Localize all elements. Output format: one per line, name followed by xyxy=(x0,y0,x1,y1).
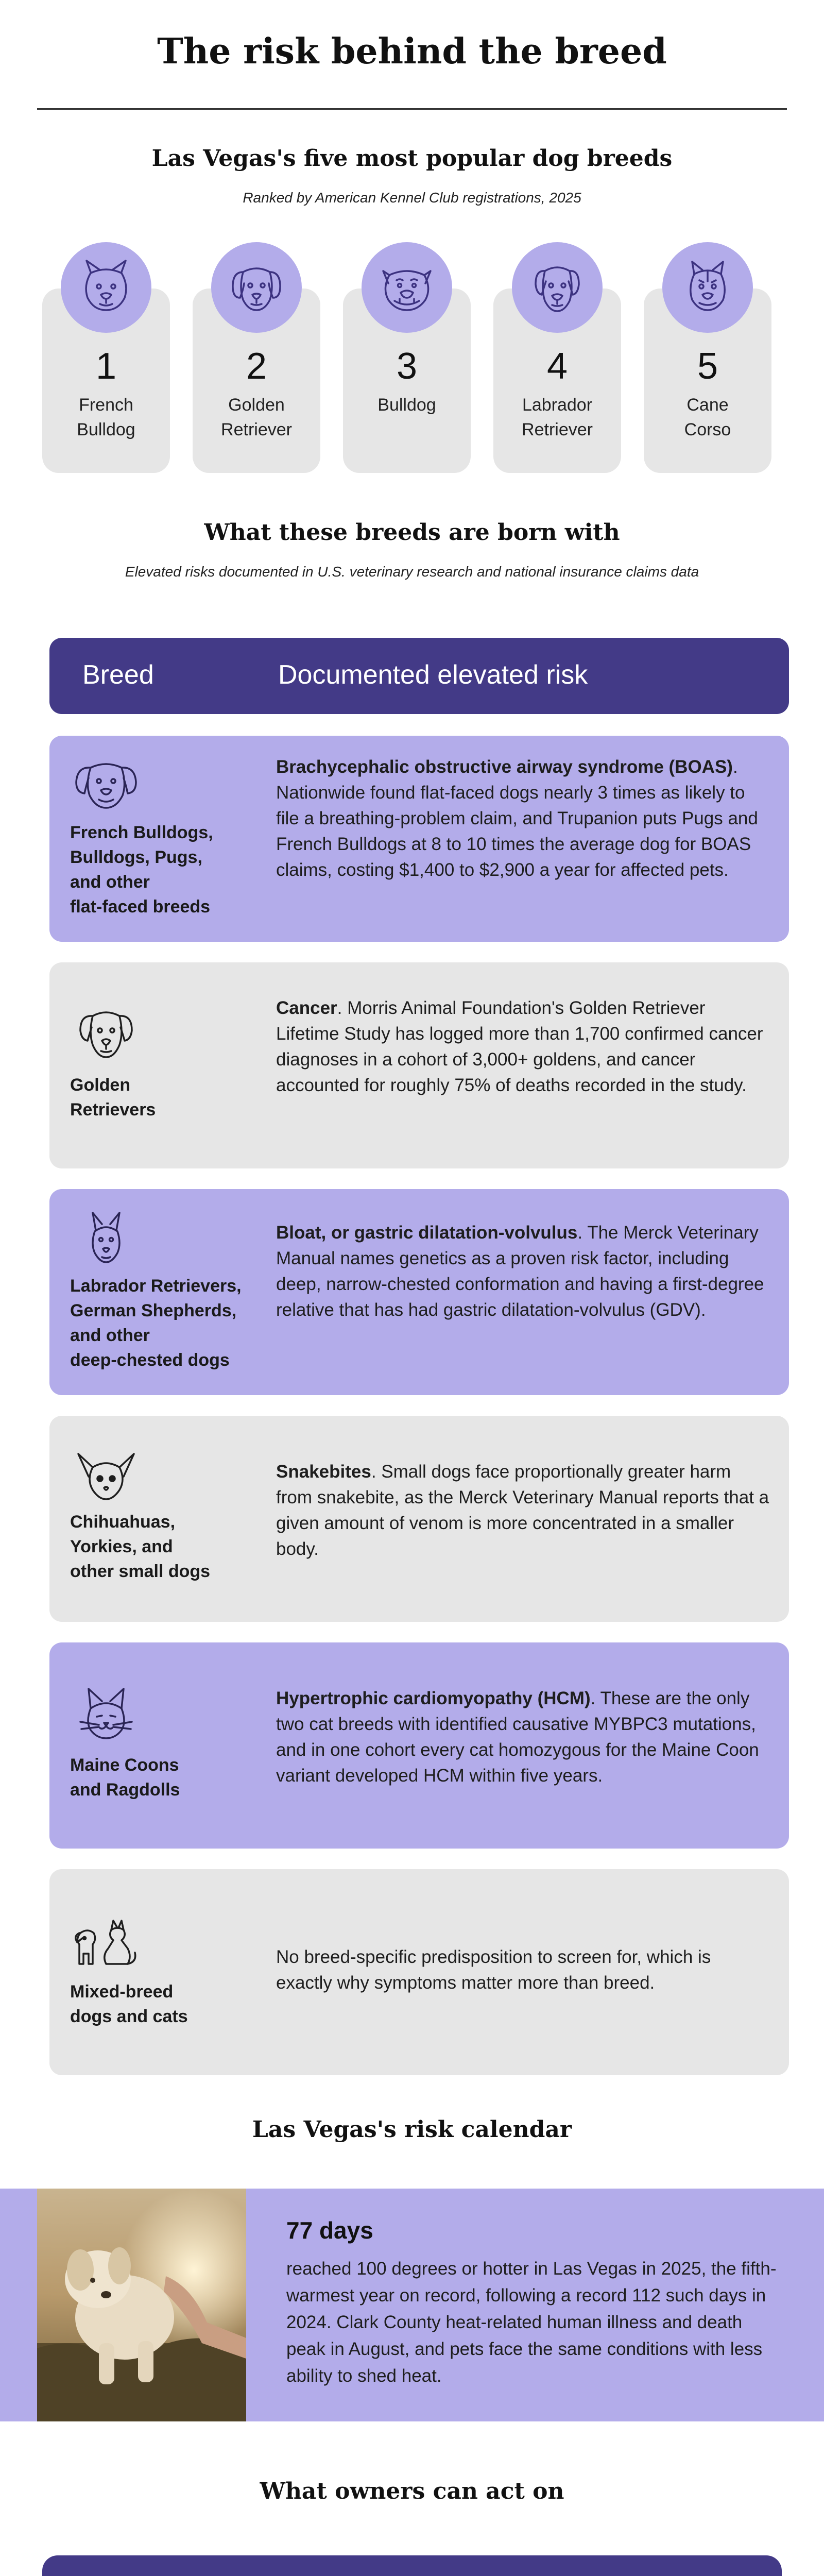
risk-breed-label: Mixed-breed dogs and cats xyxy=(70,1982,188,2026)
breed-rank: 5 xyxy=(697,346,718,387)
breed-rank: 4 xyxy=(546,346,568,387)
risk-breed-label: Golden Retrievers xyxy=(70,1075,156,1120)
cat-icon xyxy=(70,1686,142,1742)
breed-name: Bulldog xyxy=(377,395,436,415)
puppy-photo xyxy=(37,2189,246,2421)
action-callout xyxy=(42,2555,782,2576)
risk-description: Cancer. Morris Animal Foundation's Golden Retriever Lifetime Study has logged more than 1,700 confirmed cancer diagnoses in a cohort of 3,000+ goldens, and cancer accounted for roughly 75% of deaths recorded in the study. xyxy=(276,998,763,1095)
risk-table-header xyxy=(49,638,789,714)
risk-name: Hypertrophic cardiomyopathy (HCM) xyxy=(276,1688,591,1708)
breed-rank: 2 xyxy=(246,346,267,387)
risk-description: No breed-specific predisposition to screen for, which is exactly why symptoms matter more than breed. xyxy=(276,1947,711,1993)
risk-description: Bloat, or gastric dilatation-volvulus. The Merck Veterinary Manual names genetics as a proven risk factor, including deep, narrow-chested conformation and having a first-degree relative that has had gastric dilatation-volvulus (GDV). xyxy=(276,1223,764,1320)
labrador-icon xyxy=(512,242,603,333)
risks-title: What these breeds are born with xyxy=(204,519,620,546)
breed-rank: 3 xyxy=(396,346,418,387)
golden-retriever-icon xyxy=(211,242,302,333)
risk-row xyxy=(49,1869,789,2075)
risk-description: Brachycephalic obstructive airway syndrome (BOAS). Nationwide found flat-faced dogs nearly 3 times as likely to file a breathing-problem claim, and Trupanion puts Pugs and French Bulldogs at 8 to 10 times the average dog for BOAS claims, costing $1,400 to $2,900 a year for affected pets. xyxy=(276,757,758,880)
risk-row xyxy=(49,1416,789,1622)
title-divider xyxy=(37,108,787,110)
page-title: The risk behind the breed xyxy=(157,31,667,72)
german-shepherd-icon xyxy=(70,1210,142,1266)
breed-rank: 1 xyxy=(95,346,117,387)
breed-name: Labrador Retriever xyxy=(522,395,593,439)
risks-subtitle: Elevated risks documented in U.S. veterinary research and national insurance claims data xyxy=(125,564,699,580)
breed-name: Golden Retriever xyxy=(221,395,292,439)
risk-breed-label: Chihuahuas, Yorkies, and other small dogs xyxy=(70,1512,211,1581)
risk-breed-label: Maine Coons and Ragdolls xyxy=(70,1755,180,1800)
risk-name: Snakebites xyxy=(276,1462,371,1482)
risk-row xyxy=(49,736,789,942)
header-risk: Documented elevated risk xyxy=(278,660,588,690)
risk-name: Cancer xyxy=(276,998,337,1018)
risk-description: Hypertrophic cardiomyopathy (HCM). These are the only two cat breeds with identified causative MYBPC3 mutations, and in one cohort every cat homozygous for the Maine Coon variant developed HCM within five years. xyxy=(276,1688,759,1786)
calendar-title: Las Vegas's risk calendar xyxy=(252,2116,572,2143)
breed-name: French Bulldog xyxy=(77,395,135,439)
bulldog-icon xyxy=(362,242,452,333)
cane-corso-icon xyxy=(662,242,753,333)
risk-breed-label: French Bulldogs, Bulldogs, Pugs, and other flat-faced breeds xyxy=(70,823,213,917)
action-title: What owners can act on xyxy=(260,2478,564,2504)
popular-breeds-title: Las Vegas's five most popular dog breeds xyxy=(151,145,673,172)
heat-days-stat: 77 days xyxy=(286,2217,373,2244)
flat-faced-dog-icon xyxy=(70,756,142,813)
heat-days-text: reached 100 degrees or hotter in Las Vegas in 2025, the fifth-warmest year on record, following a record 112 such days in 2024. Clark County heat-related human illness and death peak in August, and pets face the same conditions with less ability to shed heat. xyxy=(286,2259,777,2386)
risk-breed-label: Labrador Retrievers, German Shepherds, and other deep-chested dogs xyxy=(70,1276,242,1370)
golden-retriever-icon xyxy=(70,1006,142,1062)
risk-row xyxy=(49,1189,789,1395)
risk-name: Brachycephalic obstructive airway syndrome (BOAS) xyxy=(276,757,733,777)
dog-and-cat-icon xyxy=(70,1912,142,1969)
popular-breeds-subtitle: Ranked by American Kennel Club registrations, 2025 xyxy=(243,190,581,206)
risk-row xyxy=(49,962,789,1168)
french-bulldog-icon xyxy=(61,242,151,333)
risk-row xyxy=(49,1642,789,1849)
header-breed: Breed xyxy=(82,660,154,690)
breed-name: Cane Corso xyxy=(684,395,731,439)
chihuahua-icon xyxy=(70,1447,142,1503)
risk-description: Snakebites. Small dogs face proportionally greater harm from snakebite, as the Merck Veterinary Manual reports that a given amount of venom is more concentrated in a smaller body. xyxy=(276,1462,769,1559)
risk-name: Bloat, or gastric dilatation-volvulus xyxy=(276,1223,578,1243)
